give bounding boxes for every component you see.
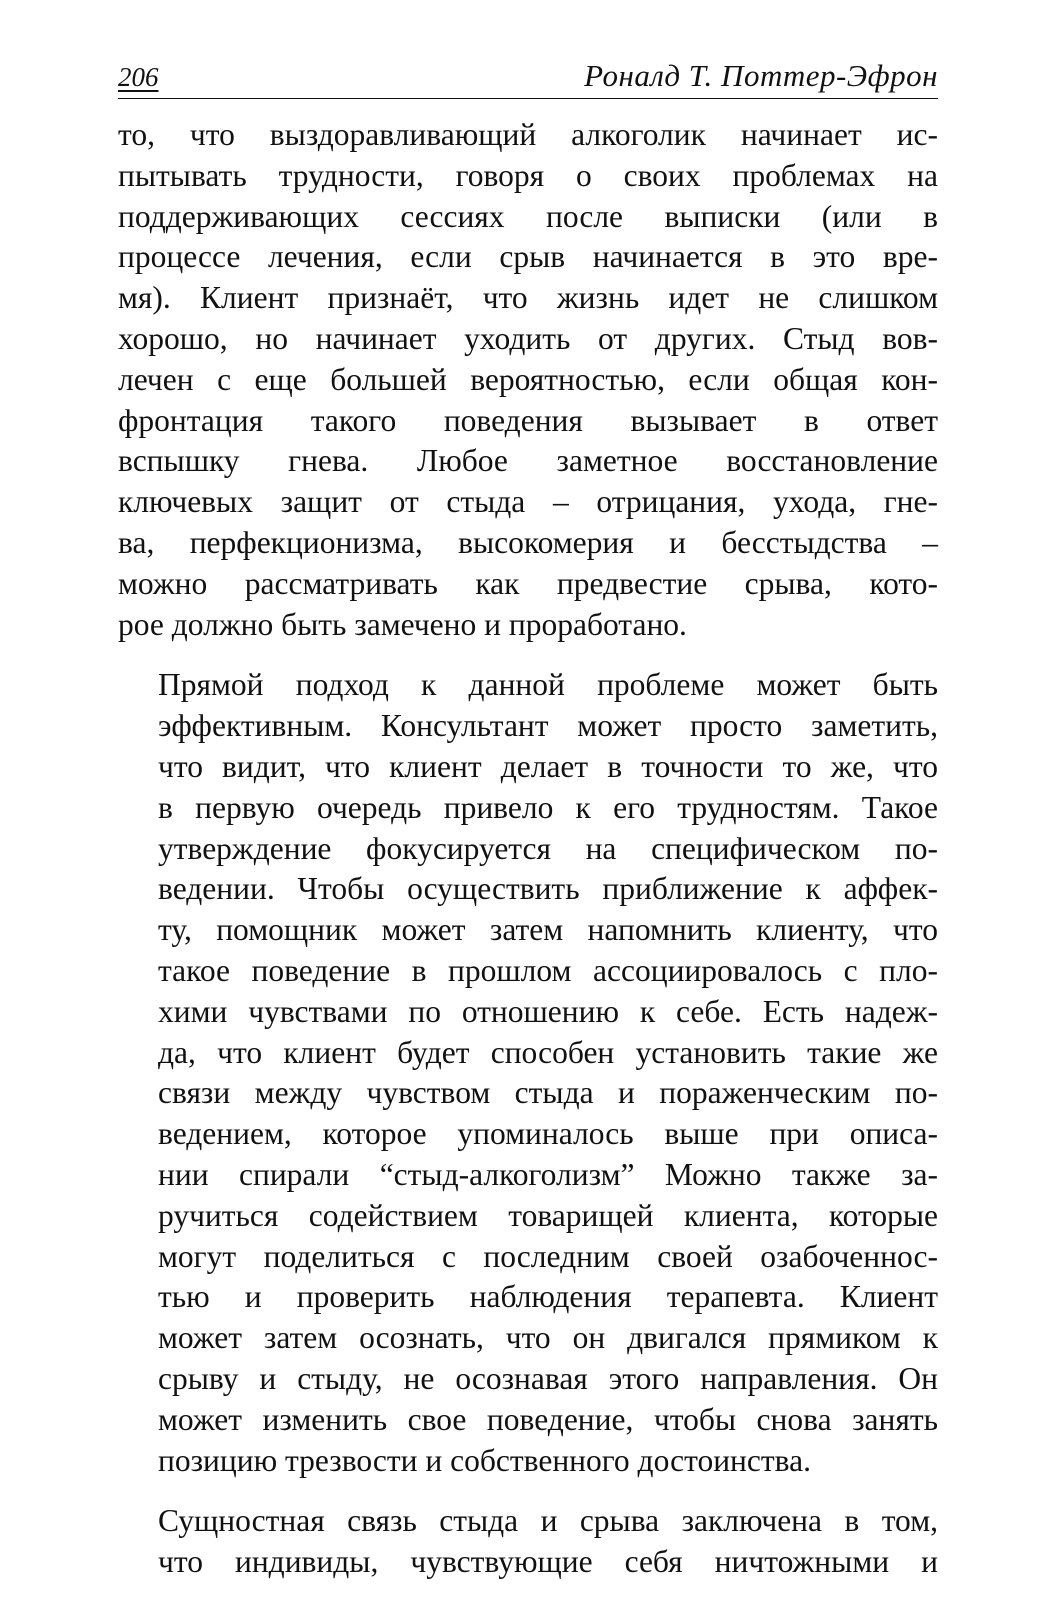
text-line: тью и проверить наблюдения терапевта. Клиент: [158, 1279, 938, 1315]
body-text: [118, 115, 938, 1583]
text-line: можно рассматривать как предвестие срыва, кото-: [118, 565, 938, 601]
paragraph-2: [118, 665, 938, 1481]
text-line: хими чувствами по отношению к себе. Есть надеж-: [158, 993, 938, 1029]
text-line: Сущностная связь стыда и срыва заключена в том,: [158, 1503, 938, 1539]
text-line: процессе лечения, если срыв начинается в это вре-: [118, 239, 938, 275]
text-line: Прямой подход к данной проблеме может быть: [158, 667, 938, 703]
text-line: нии спирали “стыд-алкоголизм” Можно также за-: [158, 1156, 938, 1192]
paragraph-1: [118, 115, 938, 645]
text-line: срыву и стыду, не осознавая этого направления. Он: [158, 1360, 938, 1396]
text-line: позицию трезвости и собственного достоинства.: [158, 1442, 811, 1478]
text-line: ручиться содействием товарищей клиента, которые: [158, 1197, 938, 1233]
text-line: что индивиды, чувствующие себя ничтожными и: [158, 1544, 938, 1580]
text-line: да, что клиент будет способен установить такие же: [158, 1034, 938, 1070]
text-line: ва, перфекционизма, высокомерия и бесстыдства –: [118, 524, 938, 560]
text-line: поддерживающих сессиях после выписки (или в: [118, 198, 938, 234]
text-line: ведении. Чтобы осуществить приближение к аффек-: [158, 871, 938, 907]
text-line: могут поделиться с последним своей озабоченнос-: [158, 1238, 938, 1274]
text-line: что видит, что клиент делает в точности то же, что: [158, 748, 938, 784]
text-line: рое должно быть замечено и проработано.: [118, 606, 687, 642]
paragraph-3: [118, 1501, 938, 1583]
text-line: пытывать трудности, говоря о своих проблемах на: [118, 157, 938, 193]
text-line: в первую очередь привело к его трудностям. Такое: [158, 789, 938, 825]
text-line: ключевых защит от стыда – отрицания, ухода, гне-: [118, 484, 938, 520]
text-line: то, что выздоравливающий алкоголик начинает ис-: [118, 117, 938, 152]
page-number: 206: [118, 62, 159, 92]
text-line: фронтация такого поведения вызывает в ответ: [118, 402, 938, 438]
text-line: утверждение фокусируется на специфическом по-: [158, 830, 938, 866]
text-line: мя). Клиент признаёт, что жизнь идет не слишком: [118, 280, 938, 316]
text-line: ведением, которое упоминалось выше при описа-: [158, 1116, 938, 1152]
running-head: [118, 52, 938, 99]
text-line: лечен с еще большей вероятностью, если общая кон-: [118, 361, 938, 397]
text-line: такое поведение в прошлом ассоциировалось с пло-: [158, 952, 938, 988]
running-head-author: Роналд Т. Поттер-Эфрон: [584, 58, 938, 93]
text-line: вспышку гнева. Любое заметное восстановление: [118, 443, 938, 479]
text-line: связи между чувством стыда и пораженческим по-: [158, 1075, 938, 1111]
text-line: ту, помощник может затем напомнить клиенту, что: [158, 912, 938, 948]
text-line: эффективным. Консультант может просто заметить,: [158, 708, 938, 744]
text-line: может затем осознать, что он двигался прямиком к: [158, 1320, 938, 1356]
text-line: хорошо, но начинает уходить от других. Стыд вов-: [118, 320, 938, 356]
book-page: [118, 52, 938, 1603]
text-line: может изменить свое поведение, чтобы снова занять: [158, 1401, 938, 1437]
